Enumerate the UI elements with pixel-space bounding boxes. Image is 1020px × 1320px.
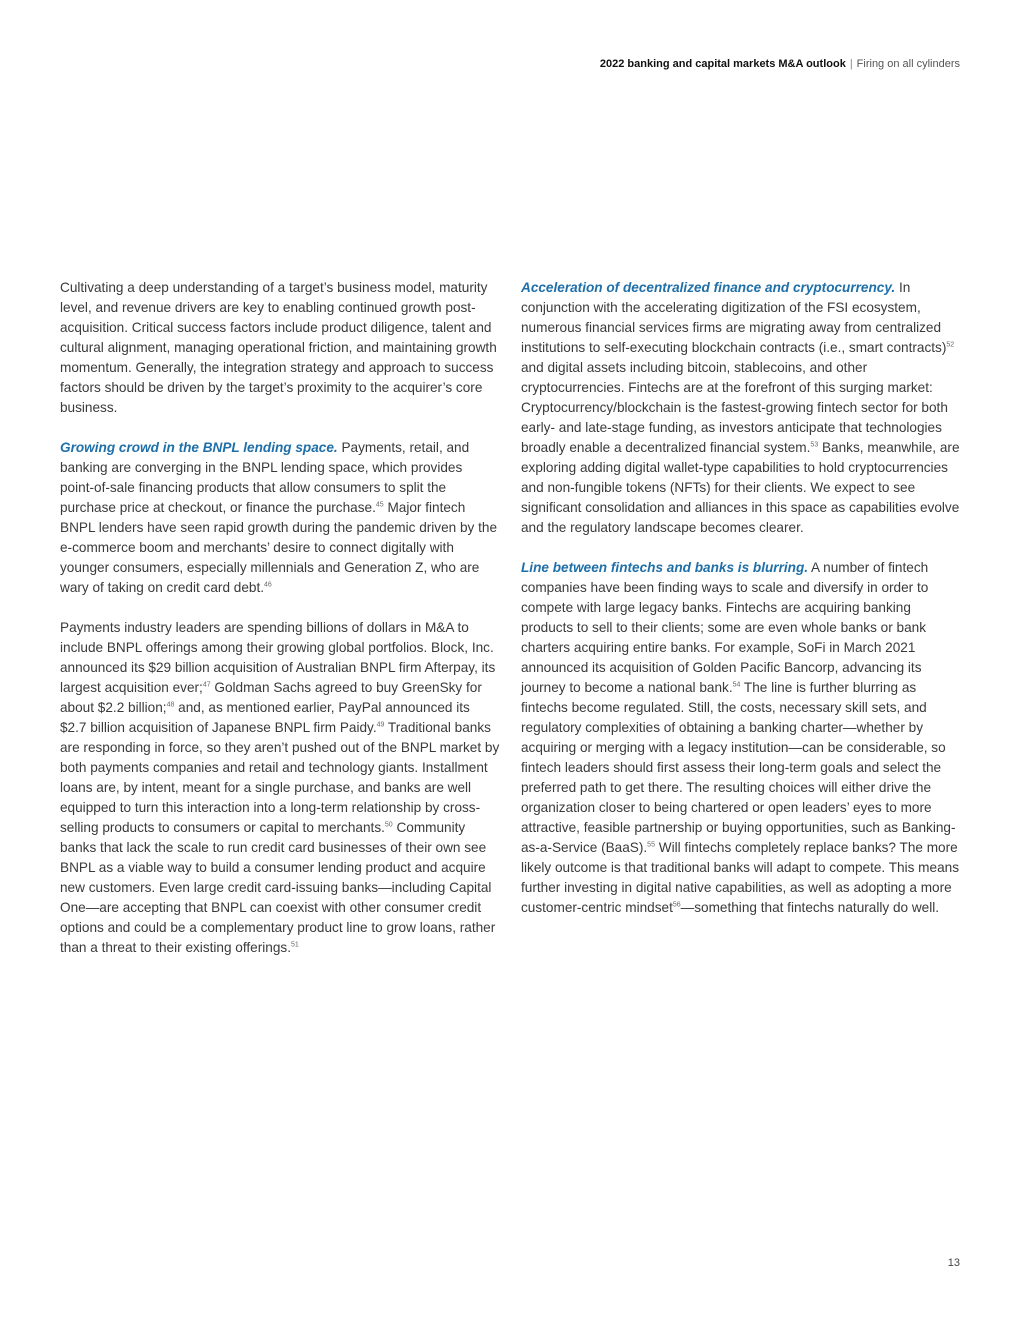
section-lead-defi: Acceleration of decentralized finance and cryptocurrency.: [521, 280, 896, 295]
footnote-ref: 47: [202, 681, 211, 689]
footnote-ref: 54: [732, 681, 741, 689]
footnote-ref: 46: [264, 581, 272, 589]
section-lead-bnpl: Growing crowd in the BNPL lending space.: [60, 440, 338, 455]
paragraph-text: The line is further blurring as fintechs become regulated. Still, the costs, necessary skill sets, and regulatory complexities of obtaining a banking charter—whether by acquiring or merging with a legacy institution—can be considerable, so fintech leaders should first assess their long-term goals and select the preferred path to get there. The resulting choices will either drive the organization closer to being chartered or open leaders’ eyes to more attractive, feasible partnership or buying opportunities, such as Banking-as-a-Service (BaaS).: [521, 680, 956, 855]
paragraph-text: Cultivating a deep understanding of a target’s business model, maturity level, and revenue drivers are key to enabling continued growth post-acquisition. Critical success factors include product diligence, talent and cultural alignment, managing operational friction, and maintaining growth momentum. Generally, the integration strategy and approach to success factors should be driven by the target’s proximity to the acquirer’s core business.: [60, 280, 497, 415]
paragraph-text: Community banks that lack the scale to run credit card businesses of their own see BNPL as a viable way to build a consumer lending product and acquire new customers. Even large credit card-issuing banks—including Capital One—are accepting that BNPL can coexist with other consumer credit options and could be a complementary product line to grow loans, rather than a threat to their existing offerings.: [60, 820, 496, 955]
paragraph-text: —something that fintechs naturally do well.: [680, 900, 940, 915]
footnote-ref: 55: [647, 841, 655, 849]
page-number: 13: [947, 1257, 960, 1269]
paragraph-text: Will fintechs completely replace banks? The more likely outcome is that traditional banks will adapt to compete. This means further investing in digital native capabilities, as well as adopting a more customer-centric mindset: [521, 840, 959, 915]
paragraph-text: Traditional banks are responding in force, so they aren’t pushed out of the BNPL market by both payments companies and retail and technology giants. Installment loans are, by intent, meant for a single purchase, and banks are well equipped to turn this interaction into a long-term relationship by cross-selling products to consumers or capital to merchants.: [60, 720, 500, 835]
paragraph-defi-crypto: [521, 278, 962, 538]
paragraph-text: Payments industry leaders are spending billions of dollars in M&A to include BNPL offerings among their growing global portfolios. Block, Inc. announced its $29 billion acquisition of Australian BNPL firm Afterpay, its largest acquisition ever;: [60, 620, 496, 695]
footnote-ref: 52: [946, 341, 955, 349]
paragraph-text: and digital assets including bitcoin, stablecoins, and other cryptocurrencies. Fintechs are at the forefront of this surging market: Cryptocurrency/blockchain is the fastest-growing fintech sector for both early- and late-stage funding, as investors anticipate that technologies broadly enable a decentralized financial system.: [521, 360, 948, 455]
paragraph-text: Major fintech BNPL lenders have seen rapid growth during the pandemic driven by the e-commerce boom and merchants’ desire to connect digitally with younger consumers, especially millennials and Generation Z, who are wary of taking on credit card debt.: [60, 500, 498, 595]
paragraph-target-understanding: [60, 278, 500, 418]
paragraph-text: and, as mentioned earlier, PayPal announced its $2.7 billion acquisition of Japanese BNPL firm Paidy.: [60, 700, 470, 735]
footnote-ref: 48: [166, 701, 175, 709]
footnote-ref: 56: [672, 901, 681, 909]
footnote-ref: 53: [810, 441, 819, 449]
report-subtitle: Firing on all cylinders: [856, 58, 960, 70]
paragraph-text: Banks, meanwhile, are exploring adding digital wallet-type capabilities to hold cryptocurrencies and non-fungible tokens (NFTs) for their clients. We expect to see significant consolidation and alliances in this space as capabilities evolve and the regulatory landscape becomes clearer.: [521, 440, 960, 535]
right-column: [521, 278, 962, 938]
paragraph-text: A number of fintech companies have been finding ways to scale and diversify in order to compete with large legacy banks. Fintechs are acquiring banking products to sell to their clients; some are even whole banks or bank charters acquiring entire banks. For example, SoFi in March 2021 announced its acquisition of Golden Pacific Bancorp, advancing its journey to become a national bank.: [521, 560, 929, 695]
paragraph-fintech-banks: [521, 558, 962, 918]
footnote-ref: 45: [375, 501, 384, 509]
left-column: [60, 278, 500, 978]
footnote-ref: 50: [384, 821, 393, 829]
paragraph-text: Payments, retail, and banking are converging in the BNPL lending space, which provides point-of-sale financing products that allow consumers to split the purchase price at checkout, or finance the purchase.: [60, 440, 470, 515]
paragraph-text: Goldman Sachs agreed to buy GreenSky for about $2.2 billion;: [60, 680, 482, 715]
paragraph-text: In conjunction with the accelerating digitization of the FSI ecosystem, numerous financial services firms are migrating away from centralized institutions to self-executing blockchain contracts (i.e., smart contracts): [521, 280, 947, 355]
report-title: 2022 banking and capital markets M&A outlook: [599, 58, 846, 70]
paragraph-payments-leaders: [60, 618, 500, 958]
header-separator: |: [849, 58, 853, 70]
paragraph-bnpl-lending: [60, 438, 500, 598]
section-lead-fintech-banks: Line between fintechs and banks is blurring.: [521, 560, 809, 575]
footnote-ref: 51: [290, 941, 299, 949]
footnote-ref: 49: [376, 721, 385, 729]
running-header: [600, 58, 960, 70]
